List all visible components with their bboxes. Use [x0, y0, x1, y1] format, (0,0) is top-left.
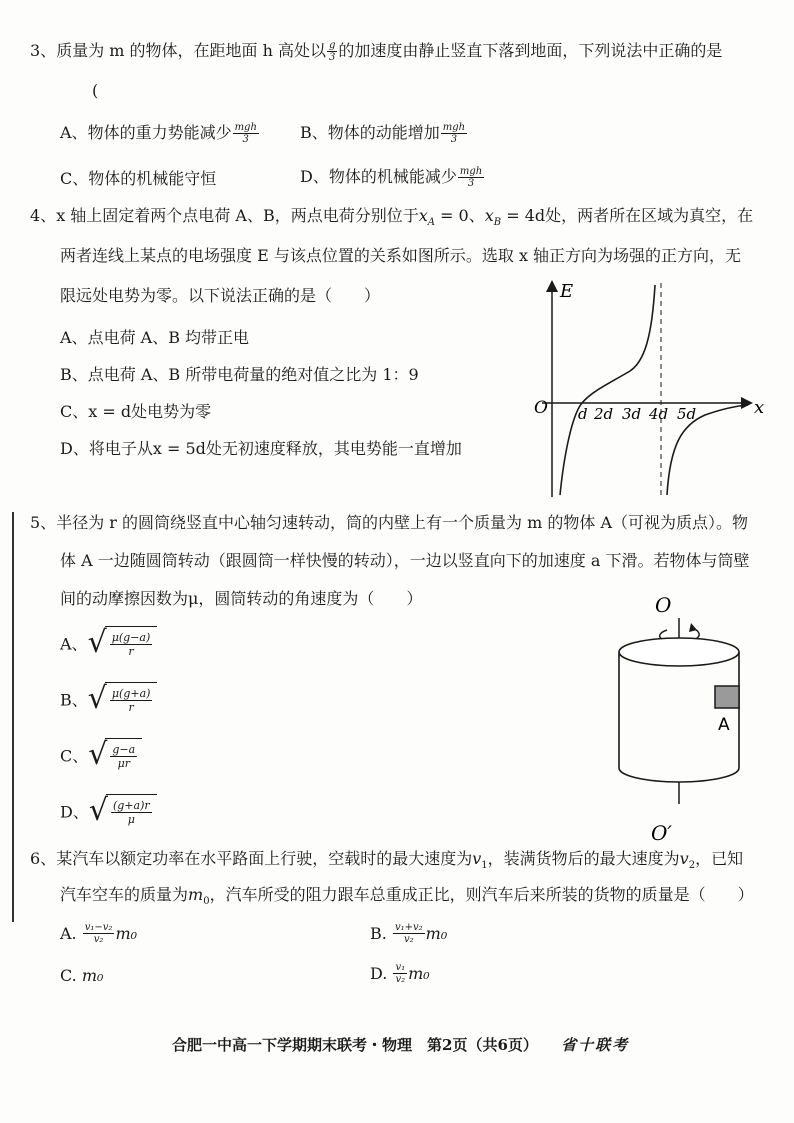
sqrt-expression — [88, 738, 142, 772]
question-number: 5、 — [30, 513, 57, 532]
frac-num: v₁+v₂ — [394, 922, 423, 933]
option-label: C. — [60, 966, 77, 985]
question-number: 4、 — [30, 206, 57, 225]
fraction — [393, 922, 425, 945]
stem-text: 的加速度由静止竖直下落到地面，下列说法中正确的是 — [338, 41, 723, 60]
electric-field-graph — [530, 275, 770, 505]
frac-num: mgh — [234, 122, 257, 133]
margin-line — [12, 512, 14, 922]
option-text: 点电荷 A、B 均带正电 — [87, 328, 250, 347]
stem-text: ，装满货物后的最大速度为 — [487, 849, 680, 868]
var-v2: v — [679, 849, 689, 868]
frac-num: g−a — [112, 743, 136, 756]
question-6-line2 — [60, 884, 754, 913]
option-text: 物体的机械能守恒 — [88, 169, 217, 188]
sqrt-expression — [88, 682, 158, 716]
var-v1: v — [472, 849, 482, 868]
sqrt-expression — [88, 626, 158, 660]
question-number: 3、 — [30, 41, 57, 60]
radical-sign: √ — [88, 793, 108, 828]
var-x: x — [418, 206, 428, 225]
option-label: C、 — [60, 169, 89, 188]
stem-text: 半径为 r 的圆筒绕竖直中心轴匀速转动，筒的内壁上有一个质量为 m 的物体 A（可视为质点）。物 — [56, 513, 748, 532]
subscript: B — [493, 217, 502, 229]
radical-sign: √ — [87, 681, 107, 716]
radical-sign: √ — [87, 625, 107, 660]
q5-option-b[interactable] — [60, 682, 157, 716]
fraction — [110, 743, 137, 770]
frac-den: μ — [127, 813, 135, 826]
tick-label: 4d — [649, 405, 669, 423]
option-text: 物体的重力势能减少 — [87, 123, 232, 142]
sqrt-expression — [89, 794, 157, 828]
question-3-line1 — [30, 40, 722, 63]
option-label: C、 — [60, 402, 89, 421]
frac-num: g — [329, 40, 336, 51]
fraction — [110, 631, 153, 658]
frac-den: r — [128, 701, 134, 714]
subscript: 1 — [481, 860, 488, 872]
frac-num: μ(g+a) — [111, 687, 151, 700]
tick-label: 5d — [677, 405, 697, 423]
tick-label: d — [578, 405, 588, 423]
option-text: m₀ — [81, 966, 104, 985]
frac-den: 3 — [242, 134, 249, 145]
subscript: 0 — [203, 896, 210, 908]
option-label: D、 — [60, 802, 89, 822]
question-3-line2: ( — [92, 81, 99, 100]
frac-den: v₂ — [395, 974, 406, 985]
option-label: A、 — [60, 328, 88, 347]
q5-option-d[interactable] — [60, 794, 157, 828]
q3-option-a[interactable] — [60, 120, 260, 145]
fraction — [393, 962, 407, 985]
cylinder-bottom — [619, 768, 739, 782]
origin-label: O — [534, 398, 548, 418]
arrowhead-icon — [689, 623, 697, 632]
fraction — [327, 40, 337, 63]
option-text: 点电荷 A、B 所带电荷量的绝对值之比为 1：9 — [87, 365, 419, 384]
stem-text: = 0、 — [434, 206, 485, 225]
q3-option-c[interactable] — [60, 166, 216, 189]
frac-num: v₁−v₂ — [84, 922, 113, 933]
option-text: 物体的机械能减少 — [328, 167, 457, 186]
block-a — [715, 686, 739, 708]
q4-option-c[interactable] — [60, 399, 211, 422]
frac-den: r — [128, 645, 134, 658]
footer-seal: 省十联考 — [561, 1036, 630, 1054]
frac-den: 3 — [329, 52, 336, 63]
rotating-cylinder-figure — [595, 590, 765, 850]
fraction — [233, 122, 259, 145]
stem-text: 某汽车以额定功率在水平路面上行驶，空载时的最大速度为 — [56, 849, 473, 868]
option-label: B、 — [60, 690, 88, 710]
subscript: 2 — [688, 860, 696, 872]
q6-option-b[interactable] — [370, 922, 447, 945]
question-5-line3: 间的动摩擦因数为μ，圆筒转动的角速度为（ ） — [60, 589, 423, 608]
option-label: B、 — [300, 123, 328, 142]
option-text: 物体的动能增加 — [327, 123, 440, 142]
question-4-line1 — [30, 205, 753, 234]
cylinder-top — [619, 638, 739, 666]
q5-option-c[interactable] — [60, 738, 142, 772]
q6-option-c[interactable] — [60, 966, 103, 985]
radical-sign: √ — [88, 737, 108, 772]
var-m0: m — [188, 885, 204, 904]
question-4-line2: 两者连线上某点的电场强度 E 与该点位置的关系如图所示。选取 x 轴正方向为场强的正方向，无 — [60, 246, 742, 265]
option-label: A、 — [60, 123, 88, 142]
option-label: A. — [60, 924, 77, 943]
subscript: A — [427, 217, 435, 229]
question-5-line1 — [30, 512, 748, 534]
footer-text: 合肥一中高一下学期期末联考・物理 第2页（共6页） — [172, 1036, 538, 1054]
fraction — [458, 166, 484, 189]
q3-option-b[interactable] — [300, 120, 468, 145]
var-x: x — [484, 206, 494, 225]
tick-label: 2d — [594, 405, 614, 423]
frac-num: mgh — [459, 166, 483, 177]
option-text: 将电子从x = 5d处无初速度释放，其电势能一直增加 — [88, 439, 462, 458]
option-label: D. — [370, 964, 388, 983]
stem-text: 汽车空车的质量为 — [60, 885, 189, 904]
stem-text: = 4d处，两者所在区域为真空，在 — [501, 206, 754, 225]
fraction — [441, 122, 467, 145]
q3-option-d[interactable] — [300, 164, 485, 189]
frac-num: μ(g−a) — [111, 631, 151, 644]
q5-option-a[interactable] — [60, 626, 157, 660]
axis-bottom-label: O′ — [651, 821, 672, 845]
question-4-line3: 限远处电势为零。以下说法正确的是（ ） — [60, 286, 381, 305]
frac-num: v₁ — [395, 962, 406, 973]
q4-option-d[interactable] — [60, 436, 462, 459]
frac-den: v₂ — [403, 934, 414, 945]
frac-num: (g+a)r — [112, 799, 150, 812]
frac-den: 3 — [467, 178, 475, 189]
question-6-line1 — [30, 848, 743, 877]
y-axis-label: E — [560, 281, 574, 302]
stem-text: ，已知 — [695, 849, 744, 868]
x-axis-label: x — [754, 397, 765, 418]
option-label: A、 — [60, 634, 88, 654]
option-tail: m₀ — [115, 924, 138, 943]
tick-label: 3d — [622, 405, 642, 423]
question-number: 6、 — [30, 849, 57, 868]
frac-den: 3 — [450, 134, 458, 145]
option-label: C、 — [60, 746, 89, 766]
fraction — [83, 922, 115, 945]
option-label: D、 — [60, 439, 89, 458]
stem-text: 质量为 m 的物体，在距地面 h 高处以 — [56, 41, 327, 60]
fraction — [110, 687, 153, 714]
frac-den: v₂ — [93, 934, 104, 945]
stem-text: ，汽车所受的阻力跟车总重成正比，则汽车后来所装的货物的质量是（ ） — [209, 885, 754, 904]
field-curve-left — [560, 285, 655, 495]
block-label: A — [718, 715, 730, 735]
option-tail: m₀ — [408, 964, 430, 983]
page-footer — [172, 1034, 629, 1055]
axis-top-label: O — [655, 593, 672, 617]
option-text: x = d处电势为零 — [88, 402, 212, 421]
question-5-line2: 体 A 一边随圆筒转动（跟圆筒一样快慢的转动），一边以竖直向下的加速度 a 下滑。若物体与筒壁 — [60, 551, 750, 570]
option-label: B、 — [60, 365, 88, 384]
option-label: B. — [370, 924, 387, 943]
q4-option-a[interactable] — [60, 325, 249, 348]
q6-option-a[interactable] — [60, 922, 137, 945]
q6-option-d[interactable] — [370, 962, 430, 985]
frac-den: μr — [117, 757, 130, 770]
frac-num: mgh — [442, 122, 466, 133]
fraction — [111, 799, 152, 826]
option-label: D、 — [300, 167, 329, 186]
q4-option-b[interactable] — [60, 362, 419, 385]
option-tail: m₀ — [425, 924, 448, 943]
stem-text: x 轴上固定着两个点电荷 A、B，两点电荷分别位于 — [56, 206, 419, 225]
